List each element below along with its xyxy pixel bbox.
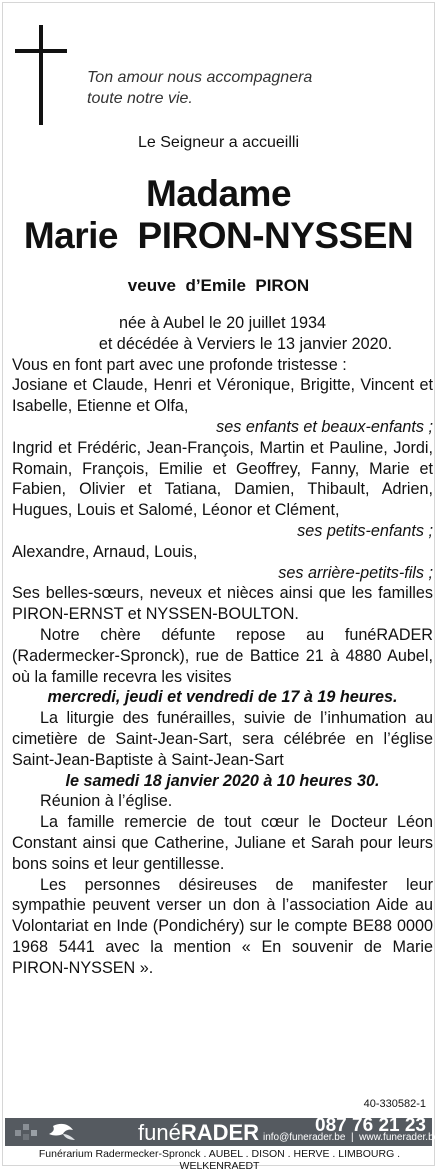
brand-bold: RADER — [180, 1120, 260, 1145]
deceased-title: Madame — [145, 173, 292, 214]
deceased-name — [3, 173, 434, 257]
grandchildren-role: ses petits-enfants ; — [297, 521, 433, 540]
funeral-home-banner — [5, 1115, 439, 1146]
meeting-line: Réunion à l’église. — [40, 792, 173, 811]
donation-text: Les personnes désireuses de manifester leur sympathie peuvent verser un don à l’association Aide au Volontariat en Inde (Pondichéry) sur le compte BE88 0000 1968 5441 avec la mention « En souvenir de Marie PIRON-NYSSEN ». — [12, 875, 433, 977]
extended-family: Ses belles-sœurs, neveux et nièces ainsi que les familles PIRON-ERNST et NYSSEN-BOULTON. — [12, 584, 433, 624]
verse-line: toute notre vie. — [87, 90, 193, 107]
verse — [87, 67, 312, 109]
birth-line: née à Aubel le 20 juillet 1934 — [118, 314, 326, 332]
death-line: et décédée à Verviers le 13 janvier 2020. — [98, 334, 393, 353]
phone-number[interactable]: 087 76 21 23 — [315, 1115, 426, 1136]
brand-name — [138, 1120, 259, 1146]
reference-number: 40-330582-1 — [363, 1098, 426, 1110]
great-grandchildren-role: ses arrière-petits-fils ; — [278, 563, 433, 582]
contact-links[interactable]: info@funerader.be | www.funerader.be — [263, 1132, 439, 1143]
announcement: Le Seigneur a accueilli — [138, 134, 299, 151]
notice-body — [12, 313, 433, 979]
ceremony-date: le samedi 18 janvier 2020 à 10 heures 30. — [65, 771, 380, 790]
widow-line: veuve d’Emile PIRON — [127, 276, 310, 295]
intro-line: Vous en font part avec une profonde tristesse : — [12, 355, 347, 374]
thanks-text: La famille remercie de tout cœur le Docteur Léon Constant ainsi que Catherine, Juliane et Sarah pour leurs bons soins et leur gentillesse. — [12, 813, 433, 873]
rest-location: Notre chère défunte repose au funéRADER (Radermecker-Spronck), rue de Battice 21 à 4880 Aubel, où la famille recevra les visites — [12, 625, 433, 686]
obituary-notice — [2, 2, 435, 1166]
brand-light: funé — [138, 1120, 181, 1145]
liturgy-text: La liturgie des funérailles, suivie de l’inhumation au cimetière de Saint-Jean-Sart, sera célébrée en l’église Saint-Jean-Baptiste à Saint-Jean-Sart — [12, 709, 433, 769]
deceased-fullname: Marie PIRON-NYSSEN — [23, 215, 414, 256]
grandchildren-list: Ingrid et Frédéric, Jean-François, Martin et Pauline, Jordi, Romain, François, Emilie et Geoffrey, Fanny, Marie et Fabien, Olivier et Tatiana, Damien, Thibault, Adrien, Hugues, Louis et Salomé, Léonor et Clément, — [12, 438, 433, 520]
great-grandchildren-list: Alexandre, Arnaud, Louis, — [12, 542, 198, 561]
dove-logo-icon — [13, 1120, 83, 1144]
footer-locations: Funérarium Radermecker-Spronck . AUBEL . DISON . HERVE . LIMBOURG . WELKENRAEDT — [38, 1148, 401, 1172]
verse-line: Ton amour nous accompagnera — [87, 69, 313, 86]
children-list: Josiane et Claude, Henri et Véronique, Brigitte, Vincent et Isabelle, Etienne et Olfa, — [12, 376, 433, 416]
children-role: ses enfants et beaux-enfants ; — [216, 417, 433, 436]
visit-hours: mercredi, jeudi et vendredi de 17 à 19 heures. — [47, 688, 398, 707]
